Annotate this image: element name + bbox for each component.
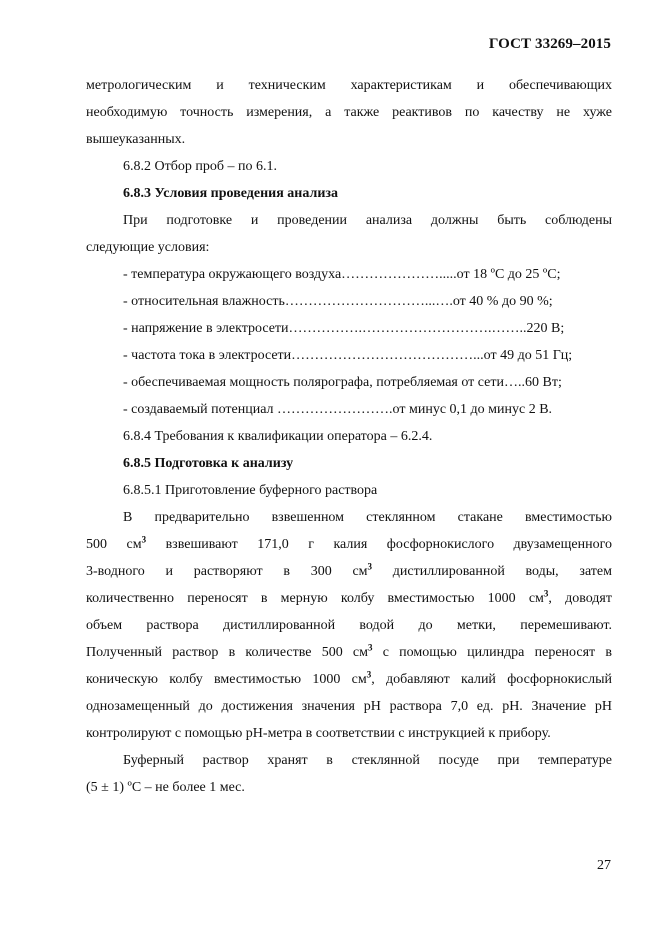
text-span: коническую колбу вместимостью 1000 см xyxy=(86,672,367,687)
condition-item: - температура окружающего воздуха………………….....от 18 ºС до 25 ºС; xyxy=(123,267,561,282)
text-span: с помощью цилиндра переносят в xyxy=(372,645,612,660)
superscript: 3 xyxy=(366,669,372,680)
text-span: , добавляют калий фосфорнокислый xyxy=(371,672,612,687)
text-span: взвешивают 171,0 г калия фосфорнокислого двузамещенного xyxy=(146,537,612,552)
text-span: , доводят xyxy=(548,591,612,606)
page-body xyxy=(86,72,612,801)
heading-6-8-3: 6.8.3 Условия проведения анализа xyxy=(123,186,339,201)
paragraph-line: контролируют с помощью рН-метра в соответствии с инструкцией к прибору. xyxy=(86,726,551,741)
paragraph-line: вышеуказанных. xyxy=(86,132,186,147)
paragraph-line xyxy=(86,585,612,612)
paragraph-line: Буферный раствор хранят в стеклянной посуде при температуре xyxy=(123,753,612,768)
paragraph-line xyxy=(86,531,612,558)
text-span: Полученный раствор в количестве 500 см xyxy=(86,645,368,660)
condition-item: - относительная влажность…………………………...….от 40 % до 90 %; xyxy=(123,294,553,309)
superscript: 3 xyxy=(141,534,147,545)
paragraph-line: следующие условия: xyxy=(86,240,210,255)
paragraph-line xyxy=(86,639,612,666)
paragraph-line xyxy=(86,558,612,585)
paragraph-line: При подготовке и проведении анализа должны быть соблюдены xyxy=(123,213,612,228)
text-span: 3-водного и растворяют в 300 см xyxy=(86,564,368,579)
section-6-8-2: 6.8.2 Отбор проб – по 6.1. xyxy=(123,159,277,174)
heading-6-8-5: 6.8.5 Подготовка к анализу xyxy=(123,456,294,471)
paragraph-line: метрологическим и техническим характеристикам и обеспечивающих xyxy=(86,78,612,93)
superscript: 3 xyxy=(368,642,373,653)
paragraph-line: однозамещенный до достижения значения рН раствора 7,0 ед. рН. Значение рН xyxy=(86,699,612,714)
text-span: 500 см xyxy=(86,537,142,552)
condition-item: - создаваемый потенциал …………………….от минус 0,1 до минус 2 В. xyxy=(123,402,553,417)
text-span: дистиллированной воды, затем xyxy=(372,564,612,579)
page-number: 27 xyxy=(597,858,611,873)
paragraph-line: необходимую точность измерения, а также реактивов по качеству не хуже xyxy=(86,105,612,120)
condition-item: - обеспечиваемая мощность полярографа, потребляемая от сети…..60 Вт; xyxy=(123,375,562,390)
section-6-8-5-1: 6.8.5.1 Приготовление буферного раствора xyxy=(123,483,378,498)
condition-item: - частота тока в электросети…………………………………...от 49 до 51 Гц; xyxy=(123,348,573,363)
section-6-8-4: 6.8.4 Требования к квалификации оператора – 6.2.4. xyxy=(123,429,433,444)
paragraph-line: объем раствора дистиллированной водой до метки, перемешивают. xyxy=(86,618,612,633)
condition-item: - напряжение в электросети…………….……………………….……..220 В; xyxy=(123,321,565,336)
superscript: 3 xyxy=(543,588,549,599)
paragraph-line: В предварительно взвешенном стеклянном стакане вместимостью xyxy=(123,510,612,525)
text-span: количественно переносят в мерную колбу вместимостью 1000 см xyxy=(86,591,544,606)
paragraph-line: (5 ± 1) ºС – не более 1 мес. xyxy=(86,780,245,795)
paragraph-line xyxy=(86,666,612,693)
superscript: 3 xyxy=(367,561,373,572)
document-code-header: ГОСТ 33269–2015 xyxy=(488,36,611,52)
